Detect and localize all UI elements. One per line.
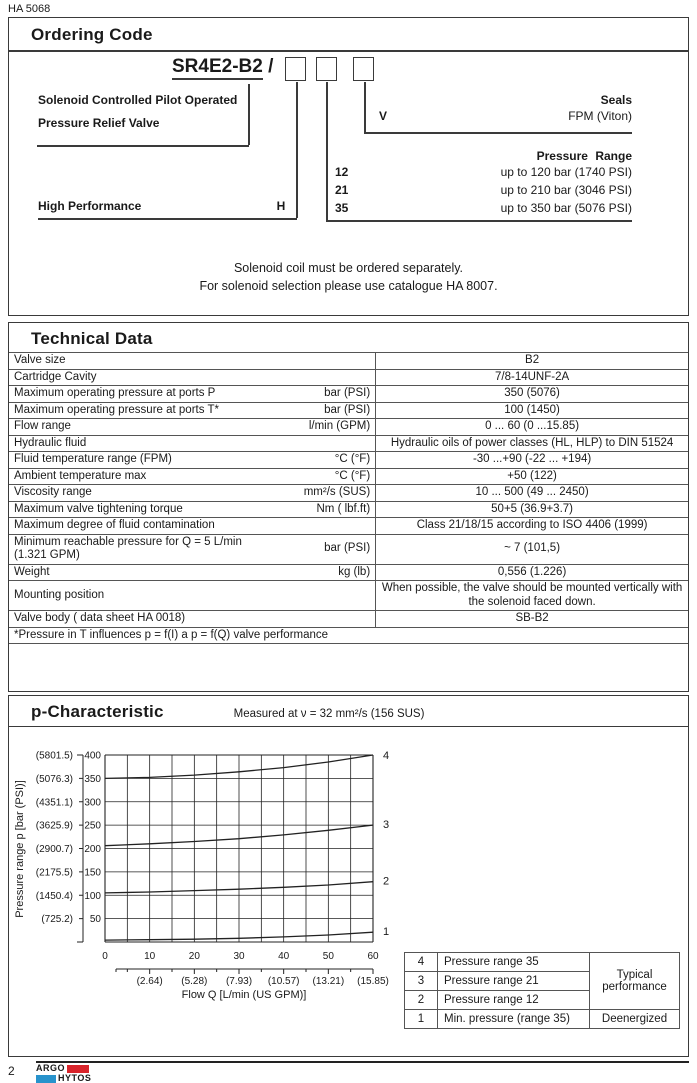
parameter-value: Class 21/18/15 according to ISO 4406 (1999) <box>376 518 688 535</box>
parameter-cell <box>9 501 376 518</box>
parameter-cell <box>9 369 376 386</box>
y-tick-label-bar: 400 <box>84 750 101 762</box>
p-characteristic-title: p-Characteristic <box>31 702 164 721</box>
document-code: HA 5068 <box>8 3 51 15</box>
parameter-value: 100 (1450) <box>376 402 688 419</box>
parameter-cell <box>9 564 376 581</box>
y-tick-label-bar: 100 <box>84 890 101 902</box>
table-row <box>9 501 688 518</box>
y-tick-label-bar: 50 <box>89 914 101 926</box>
technical-data-title: Technical Data <box>31 329 153 348</box>
y-tick-label-psi: (5076.3) <box>35 773 73 785</box>
parameter-unit: °C (°F) <box>334 469 371 482</box>
parameter-name: Ambient temperature max <box>14 469 147 482</box>
curve-label-3: 3 <box>383 819 390 832</box>
parameter-value: ~ 7 (101,5) <box>376 534 688 564</box>
parameter-value: 0 ... 60 (0 ...15.85) <box>376 419 688 436</box>
legend-curve-number: 2 <box>405 991 438 1010</box>
curve-label-4: 4 <box>383 750 390 762</box>
parameter-value: Hydraulic oils of power classes (HL, HLP) to DIN 51524 <box>376 435 688 452</box>
legend-deenergized-note: Deenergized <box>590 1010 680 1029</box>
pressure-option-code: 12 <box>335 165 349 179</box>
table-row <box>9 369 688 386</box>
parameter-cell <box>9 581 376 611</box>
parameter-name: Maximum degree of fluid contamination <box>14 519 215 531</box>
pressure-option-desc: up to 210 bar (3046 PSI) <box>500 183 632 197</box>
y-tick-label-psi: (5801.5) <box>35 750 73 762</box>
parameter-name: Viscosity range <box>14 486 92 498</box>
parameter-name: Flow range <box>14 420 71 432</box>
table-row <box>9 534 688 564</box>
legend-curve-number: 1 <box>405 1010 438 1029</box>
table-row <box>9 485 688 502</box>
parameter-value: 50+5 (36.9+3.7) <box>376 501 688 518</box>
curve-label-1: 1 <box>383 926 390 939</box>
technical-data-table <box>9 352 688 644</box>
box1-connector <box>296 82 298 218</box>
pressure-option-code: 21 <box>335 183 349 197</box>
curve-legend-table <box>404 952 680 1029</box>
table-row <box>9 402 688 419</box>
x-tick-label: 10 <box>144 951 156 962</box>
curve-legend-body <box>405 953 680 1029</box>
parameter-unit: mm²/s (SUS) <box>303 486 371 498</box>
table-row <box>9 419 688 436</box>
parameter-cell <box>9 611 376 628</box>
legend-row <box>405 953 680 972</box>
logo-red-block <box>67 1065 89 1073</box>
parameter-name: Valve size <box>14 354 66 366</box>
y-tick-label-bar: 200 <box>84 844 101 855</box>
parameter-name: Hydraulic fluid <box>14 436 87 449</box>
model-code-text: SR4E2-B2 <box>172 56 263 80</box>
curve-label-2: 2 <box>383 875 390 888</box>
parameter-cell <box>9 485 376 502</box>
y-axis-title: Pressure range p [bar (PSI)] <box>14 780 26 918</box>
legend-curve-label: Pressure range 35 <box>438 953 590 972</box>
parameter-unit: l/min (GPM) <box>308 420 371 432</box>
table-row <box>9 353 688 370</box>
pressure-range-line <box>326 220 632 222</box>
parameter-value: -30 ...+90 (-22 ... +194) <box>376 452 688 469</box>
legend-curve-label: Pressure range 21 <box>438 972 590 991</box>
parameter-name: Mounting position <box>14 588 105 601</box>
parameter-name: Maximum valve tightening torque <box>14 502 183 515</box>
y-tick-label-psi: (1450.4) <box>35 890 73 902</box>
solenoid-note-line1: Solenoid coil must be ordered separately. <box>233 261 464 275</box>
logo-text-hytos: HYTOS <box>58 1073 92 1083</box>
table-row <box>9 452 688 469</box>
table-row <box>9 386 688 403</box>
order-code-box-1 <box>285 57 306 81</box>
y-tick-label-psi: (3625.9) <box>35 820 73 832</box>
pressure-option-code: 35 <box>335 201 349 215</box>
x-tick-label: 40 <box>278 951 290 962</box>
parameter-cell <box>9 402 376 419</box>
high-performance-label: High Performance <box>38 199 142 213</box>
table-row <box>9 435 688 452</box>
solenoid-note-line2: For solenoid selection please use catalogue HA 8007. <box>199 279 498 293</box>
x-tick-label-gpm: (2.64) <box>136 976 163 987</box>
ordering-code-title: Ordering Code <box>9 18 688 52</box>
parameter-name: Weight <box>14 565 50 578</box>
parameter-name: Valve body ( data sheet HA 0018) <box>14 612 186 624</box>
parameter-cell <box>9 353 376 370</box>
parameter-cell <box>9 468 376 485</box>
box3-connector <box>364 82 366 132</box>
y-tick-label-psi: (4351.1) <box>35 797 73 809</box>
parameter-unit: kg (lb) <box>338 565 371 578</box>
x-tick-label: 50 <box>322 951 334 962</box>
parameter-unit: °C (°F) <box>334 453 371 465</box>
model-code-slash: / <box>268 56 274 77</box>
pilot-bracket-vline <box>248 84 250 145</box>
parameter-cell <box>9 435 376 452</box>
legend-row <box>405 1010 680 1029</box>
y-tick-label-bar: 150 <box>84 867 101 879</box>
parameter-value: SB-B2 <box>376 611 688 628</box>
pressure-option-descs <box>309 163 632 217</box>
y-tick-label-psi: (2900.7) <box>35 844 73 855</box>
seals-line <box>364 132 632 134</box>
legend-group-note: Typical performance <box>590 953 680 1010</box>
logo-blue-block <box>36 1075 56 1083</box>
legend-curve-label: Pressure range 12 <box>438 991 590 1010</box>
x-tick-label-gpm: (10.57) <box>267 976 300 987</box>
parameter-value: 10 ... 500 (49 ... 2450) <box>376 485 688 502</box>
legend-curve-number: 4 <box>405 953 438 972</box>
y-tick-label-bar: 350 <box>84 773 101 785</box>
logo-row-hytos <box>36 1074 91 1083</box>
high-performance-code: H <box>276 199 286 213</box>
footer-rule <box>36 1061 689 1063</box>
x-axis-title: Flow Q [L/min (US GPM)] <box>181 989 307 1001</box>
logo-text-argo: ARGO <box>36 1063 65 1073</box>
logo-row-argo <box>36 1064 89 1073</box>
seals-code: V <box>379 109 388 123</box>
parameter-value: B2 <box>376 353 688 370</box>
pressure-option-desc: up to 350 bar (5076 PSI) <box>500 201 632 215</box>
footnote-row <box>9 627 688 644</box>
parameter-value: +50 (122) <box>376 468 688 485</box>
y-tick-label-psi: (725.2) <box>41 914 73 926</box>
table-row <box>9 611 688 628</box>
parameter-name: Fluid temperature range (FPM) <box>14 453 172 465</box>
table-row <box>9 518 688 535</box>
parameter-name: Maximum operating pressure at ports T* <box>14 403 219 416</box>
y-tick-label-psi: (2175.5) <box>35 867 73 879</box>
parameter-unit: bar (PSI) <box>324 387 371 399</box>
page-footer <box>8 1060 689 1081</box>
pilot-bracket-hline <box>37 145 249 147</box>
technical-data-section <box>8 322 689 692</box>
legend-curve-number: 3 <box>405 972 438 991</box>
table-row <box>9 468 688 485</box>
parameter-value: 0,556 (1.226) <box>376 564 688 581</box>
page-number: 2 <box>8 1064 15 1078</box>
parameter-name: Maximum operating pressure at ports P <box>14 387 216 399</box>
x-tick-label: 0 <box>102 951 108 962</box>
parameter-unit: bar (PSI) <box>324 403 371 416</box>
parameter-value: When possible, the valve should be mounted vertically with the solenoid faced down. <box>376 581 688 611</box>
p-characteristic-section <box>8 695 689 1057</box>
parameter-unit: Nm ( lbf.ft) <box>316 502 371 515</box>
ordering-code-diagram <box>9 52 688 252</box>
parameter-name: Cartridge Cavity <box>14 370 97 383</box>
pilot-label-line2: Pressure Relief Valve <box>38 116 160 130</box>
high-performance-line <box>38 218 297 220</box>
parameter-cell <box>9 386 376 403</box>
solenoid-note <box>9 259 688 295</box>
parameter-unit: bar (PSI) <box>324 542 371 555</box>
measurement-condition: Measured at ν = 32 mm²/s (156 SUS) <box>233 708 425 720</box>
order-code-box-3 <box>353 57 374 81</box>
x-tick-label: 20 <box>188 951 200 962</box>
x-tick-label-gpm: (13.21) <box>312 976 345 987</box>
table-row <box>9 564 688 581</box>
table-row <box>9 581 688 611</box>
pressure-option-desc: up to 120 bar (1740 PSI) <box>500 165 632 179</box>
pilot-label-line1: Solenoid Controlled Pilot Operated <box>38 93 238 107</box>
x-tick-label: 30 <box>233 951 245 962</box>
footnote-text: *Pressure in T influences p = f(I) a p = f(Q) valve performance <box>9 627 688 644</box>
seals-value: FPM (Viton) <box>568 109 632 123</box>
y-tick-label-bar: 300 <box>84 797 101 809</box>
x-tick-label-gpm: (15.85) <box>357 976 389 987</box>
parameter-cell <box>9 518 376 535</box>
p-characteristic-header <box>9 696 688 727</box>
parameter-cell <box>9 452 376 469</box>
legend-curve-label: Min. pressure (range 35) <box>438 1010 590 1029</box>
parameter-cell <box>9 419 376 436</box>
parameter-name: Minimum reachable pressure for Q = 5 L/min (1.321 GPM) <box>14 535 242 561</box>
x-tick-label-gpm: (7.93) <box>225 976 253 987</box>
parameter-value: 7/8-14UNF-2A <box>376 369 688 386</box>
pressure-range-heading: Pressure Range <box>536 149 632 163</box>
technical-data-body <box>9 353 688 644</box>
p-characteristic-chart <box>9 731 409 1003</box>
order-code-box-2 <box>316 57 337 81</box>
x-tick-label: 60 <box>367 951 379 962</box>
model-code <box>172 56 273 78</box>
seals-heading: Seals <box>600 93 632 107</box>
y-tick-label-bar: 250 <box>84 820 101 832</box>
parameter-cell <box>9 534 376 564</box>
parameter-value: 350 (5076) <box>376 386 688 403</box>
ordering-code-section <box>8 17 689 316</box>
x-tick-label-gpm: (5.28) <box>181 976 208 987</box>
